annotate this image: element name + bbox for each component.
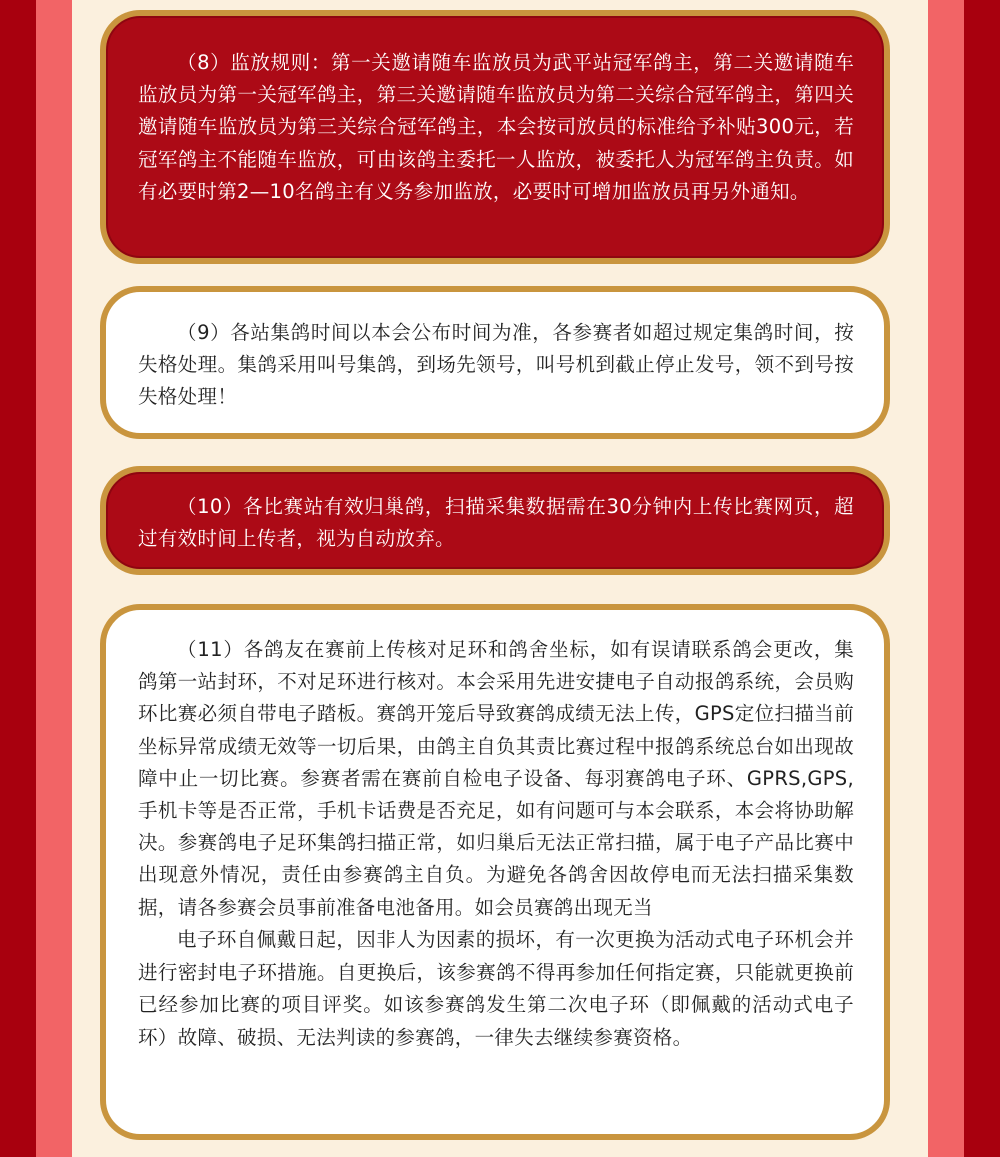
left-inner-stripe — [36, 0, 72, 1157]
rule-10-card — [100, 466, 890, 575]
rule-8-card — [100, 10, 890, 264]
rule-9-text: （9）各站集鸽时间以本会公布时间为准，各参赛者如超过规定集鸽时间，按失格处理。集鸽采用叫号集鸽，到场先领号，叫号机到截止停止发号，领不到号按失格处理！ — [138, 321, 854, 409]
rule-11-text: （11）各鸽友在赛前上传核对足环和鸽舍坐标，如有误请联系鸽会更改，集鸽第一站封环，不对足环进行核对。本会采用先进安捷电子自动报鸽系统，会员购环比赛必须自带电子踏板。赛鸽开笼后导致赛鸽成绩无法上传，GPS定位扫描当前坐标异常成绩无效等一切后果，由鸽主自负其责比赛过程中报鸽系统总台如出现故障中止一切比赛。参赛者需在赛前自检电子设备、每羽赛鸽电子环、GPRS,GPS,手机卡等是否正常，手机卡话费是否充足，如有问题可与本会联系，本会将协助解决。参赛鸽电子足环集鸽扫描正常，如归巢后无法正常扫描，属于电子产品比赛中出现意外情况，责任由参赛鸽主自负。为避免各鸽舍因故停电而无法扫描采集数据，请各参赛会员事前准备电池备用。如会员赛鸽出现无当 — [138, 638, 854, 919]
right-inner-stripe — [928, 0, 964, 1157]
rule-8-text: （8）监放规则：第一关邀请随车监放员为武平站冠军鸽主，第二关邀请随车监放员为第一关冠军鸽主，第三关邀请随车监放员为第二关综合冠军鸽主，第四关邀请随车监放员为第三关综合冠军鸽主，本会按司放员的标准给予补贴300元，若冠军鸽主不能随车监放，可由该鸽主委托一人监放，被委托人为冠军鸽主负责。如有必要时第2—10名鸽主有义务参加监放，必要时可增加监放员再另外通知。 — [138, 51, 854, 203]
rule-9-card — [100, 286, 890, 439]
right-outer-stripe — [964, 0, 1000, 1157]
left-outer-stripe — [0, 0, 36, 1157]
rule-11-card — [100, 604, 890, 1140]
rule-10-text: （10）各比赛站有效归巢鸽，扫描采集数据需在30分钟内上传比赛网页，超过有效时间上传者，视为自动放弃。 — [138, 495, 854, 551]
rule-11-text-continued: 电子环自佩戴日起，因非人为因素的损坏，有一次更换为活动式电子环机会并进行密封电子环措施。自更换后，该参赛鸽不得再参加任何指定赛，只能就更换前已经参加比赛的项目评奖。如该参赛鸽发生第二次电子环（即佩戴的活动式电子环）故障、破损、无法判读的参赛鸽，一律失去继续参赛资格。 — [138, 927, 854, 1050]
